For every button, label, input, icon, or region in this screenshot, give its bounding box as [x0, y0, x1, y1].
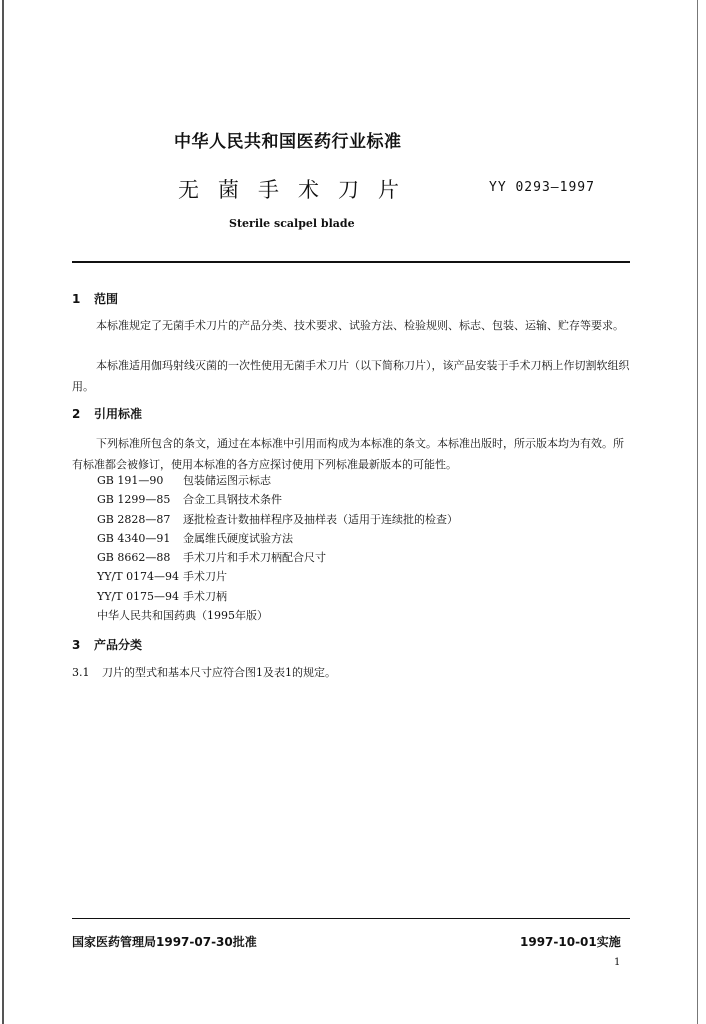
section-number: 1	[72, 292, 81, 306]
scan-edge-left	[2, 0, 4, 1024]
scan-edge-right	[697, 0, 698, 1024]
reference-title: 包装储运图示标志	[183, 474, 271, 487]
normative-references-list	[97, 471, 458, 625]
reference-item	[97, 529, 458, 548]
section-2-paragraph-1: 下列标准所包含的条文，通过在本标准中引用而构成为本标准的条文。本标准出版时，所示版本均为有效。所有标准都会被修订，使用本标准的各方应探讨使用下列标准最新版本的可能性。	[72, 437, 624, 471]
section-2-heading	[72, 405, 142, 422]
clause-3-1	[72, 664, 336, 680]
reference-item	[97, 490, 458, 509]
clause-text: 刀片的型式和基本尺寸应符合图1及表1的规定。	[102, 666, 336, 679]
reference-code: GB 191—90	[97, 474, 164, 487]
section-1-paragraph-1: 本标准规定了无菌手术刀片的产品分类、技术要求、试验方法、检验规则、标志、包装、运输、贮存等要求。	[96, 319, 624, 332]
reference-item	[97, 471, 458, 490]
approval-statement: 国家医药管理局1997-07-30批准	[72, 935, 257, 949]
reference-code: GB 8662—88	[97, 551, 171, 565]
reference-title: 手术刀柄	[183, 589, 227, 603]
reference-code: GB 2828—87	[97, 512, 171, 526]
section-3-heading	[72, 636, 142, 653]
standard-code: YY 0293—1997	[489, 180, 595, 195]
section-1-paragraph-2: 本标准适用伽玛射线灭菌的一次性使用无菌手术刀片（以下简称刀片），该产品安装于手术刀柄上作切割软组织用。	[72, 359, 630, 393]
reference-code: GB 4340—91	[97, 531, 171, 545]
section-title: 引用标准	[94, 407, 143, 421]
section-1-heading	[72, 290, 118, 307]
issuing-standard-category: 中华人民共和国医药行业标准	[174, 132, 402, 152]
section-number: 3	[72, 638, 81, 652]
reference-title: 手术刀片	[183, 570, 227, 584]
section-title: 范围	[94, 292, 119, 306]
reference-title: 金属维氏硬度试验方法	[183, 531, 293, 545]
reference-item	[97, 606, 458, 625]
document-title-english: Sterile scalpel blade	[229, 217, 355, 230]
document-title: 无菌手术刀片	[178, 178, 418, 202]
reference-code: YY/T 0174—94	[97, 570, 180, 584]
page-number: 1	[614, 957, 621, 968]
reference-code: YY/T 0175—94	[97, 589, 180, 603]
reference-title: 中华人民共和国药典（1995年版）	[97, 609, 268, 623]
footer-rule	[72, 918, 630, 919]
header-rule	[72, 261, 630, 263]
reference-item	[97, 548, 458, 567]
section-number: 2	[72, 407, 81, 421]
reference-code: GB 1299—85	[97, 493, 171, 507]
effective-date: 1997-10-01实施	[520, 935, 621, 949]
reference-item	[97, 567, 458, 586]
reference-title: 手术刀片和手术刀柄配合尺寸	[183, 551, 326, 565]
reference-item	[97, 587, 458, 606]
reference-title: 合金工具钢技术条件	[183, 493, 282, 507]
reference-title: 逐批检查计数抽样程序及抽样表（适用于连续批的检查）	[183, 512, 458, 526]
reference-item	[97, 510, 458, 529]
clause-number: 3.1	[72, 666, 90, 679]
section-title: 产品分类	[94, 638, 143, 652]
